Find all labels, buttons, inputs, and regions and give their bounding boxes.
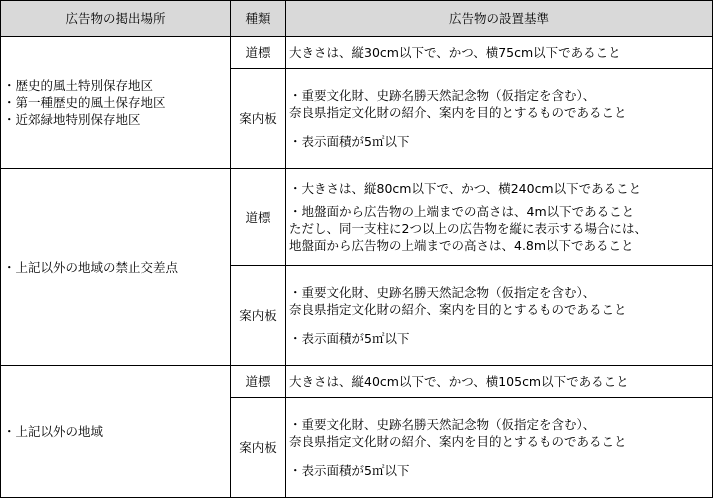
- kind-road-sign: 道標: [231, 366, 286, 398]
- location-item: ・歴史的風土特別保存地区: [3, 78, 154, 93]
- kind-guide-board: 案内板: [231, 398, 286, 498]
- criteria-line: ・重要文化財、史跡名勝天然記念物（仮指定を含む）、: [289, 88, 596, 103]
- criteria-line: 奈良県指定文化財の紹介、案内を目的とするものであること: [289, 302, 627, 317]
- criteria-line: ・大きさは、縦80cm以下で、かつ、横240cm以下であること: [289, 181, 642, 196]
- header-criteria: 広告物の設置基準: [286, 1, 713, 37]
- criteria-line: 大きさは、縦30cm以下で、かつ、横75cm以下であること: [289, 45, 621, 60]
- criteria-line: 地盤面から広告物の上端までの高さは、4.8m以下であること: [289, 238, 634, 253]
- criteria-guide-board: [286, 398, 713, 498]
- criteria-guide-board: [286, 266, 713, 366]
- criteria-line: ・重要文化財、史跡名勝天然記念物（仮指定を含む）、: [289, 285, 596, 300]
- header-location: 広告物の掲出場所: [1, 1, 231, 37]
- kind-guide-board: 案内板: [231, 266, 286, 366]
- kind-road-sign: 道標: [231, 169, 286, 266]
- location-cell: [1, 169, 231, 366]
- criteria-road-sign: [286, 37, 713, 69]
- location-item: ・第一種歴史的風土保存地区: [3, 95, 166, 110]
- location-cell: [1, 366, 231, 498]
- criteria-line: ・表示面積が5㎡以下: [289, 463, 410, 478]
- location-item: ・上記以外の地域: [3, 424, 104, 439]
- criteria-guide-board: [286, 69, 713, 169]
- location-item: ・上記以外の地域の禁止交差点: [3, 259, 179, 275]
- kind-guide-board: 案内板: [231, 69, 286, 169]
- criteria-line: ・表示面積が5㎡以下: [289, 134, 410, 149]
- criteria-line: 奈良県指定文化財の紹介、案内を目的とするものであること: [289, 105, 627, 120]
- criteria-line: ・重要文化財、史跡名勝天然記念物（仮指定を含む）、: [289, 417, 596, 432]
- location-item: ・近郊緑地特別保存地区: [3, 112, 141, 127]
- criteria-road-sign: [286, 169, 713, 266]
- table-row: [1, 169, 713, 266]
- criteria-line: ・地盤面から広告物の上端までの高さは、4m以下であること: [289, 204, 635, 219]
- header-kind: 種類: [231, 1, 286, 37]
- criteria-line: 奈良県指定文化財の紹介、案内を目的とするものであること: [289, 434, 627, 449]
- table-row: [1, 366, 713, 398]
- criteria-line: ただし、同一支柱に2つ以上の広告物を縦に表示する場合には、: [289, 221, 647, 236]
- table-header-row: [1, 1, 713, 37]
- criteria-road-sign: [286, 366, 713, 398]
- kind-road-sign: 道標: [231, 37, 286, 69]
- criteria-line: 大きさは、縦40cm以下で、かつ、横105cm以下であること: [289, 374, 629, 389]
- location-cell: [1, 37, 231, 169]
- table-row: [1, 37, 713, 69]
- criteria-line: ・表示面積が5㎡以下: [289, 331, 410, 346]
